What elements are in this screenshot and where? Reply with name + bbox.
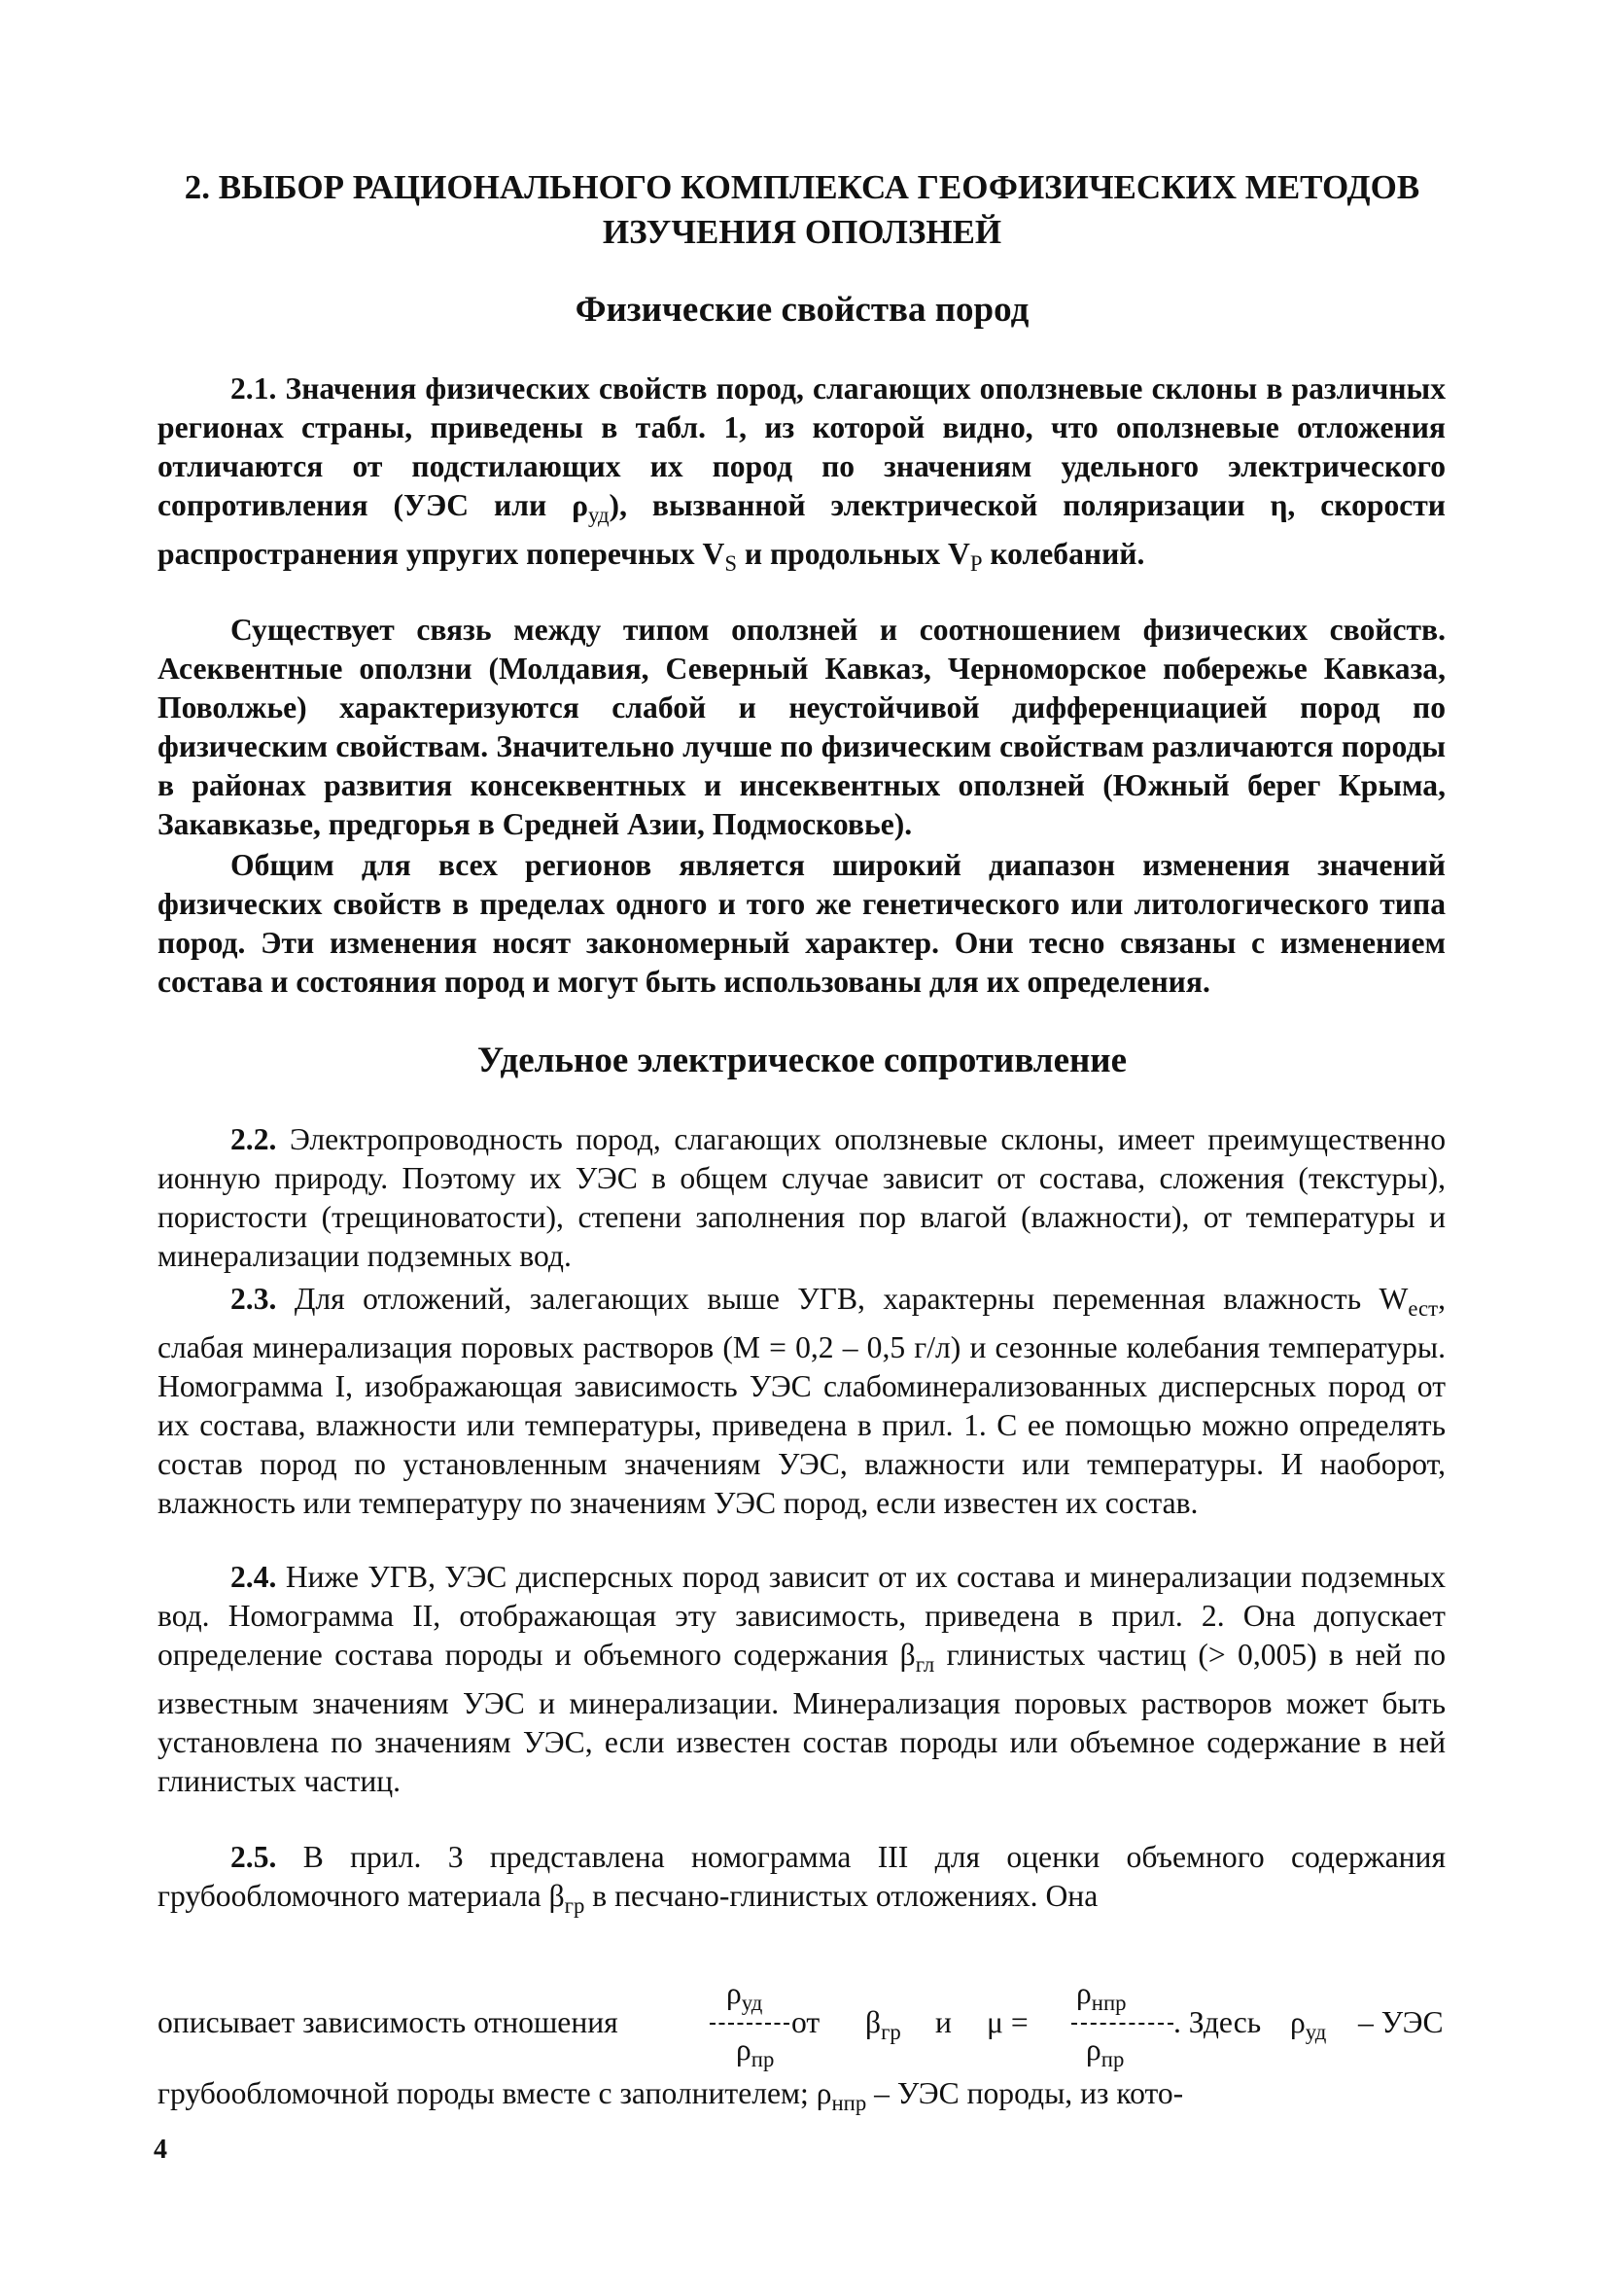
rho-symbol: ρ xyxy=(736,2032,751,2066)
paragraph-number: 2.2. xyxy=(230,1122,277,1156)
formula-from-text: от xyxy=(791,2005,821,2039)
paragraph-text: глинистых частиц (> 0,005) в ней по известным значениям УЭС и минерализации. Минерализация поровых растворов может быть установлена по значениям УЭС, если известен состав породы или объемное содержание в ней глинистых частиц. xyxy=(157,1638,1446,1798)
chapter-title xyxy=(146,165,1458,255)
paragraph-2-2 xyxy=(157,1120,1446,1276)
subscript: ест xyxy=(1408,1295,1439,1321)
subscript: уд xyxy=(741,1990,763,2015)
fraction1-numerator xyxy=(726,1976,762,2016)
formula-rho xyxy=(1290,2005,1326,2045)
fraction2-bar xyxy=(1071,2023,1173,2025)
formula-line xyxy=(157,1976,1446,2073)
paragraph-2-5-continued xyxy=(157,2074,1446,2123)
paragraph-2-4 xyxy=(157,1558,1446,1801)
paragraph-2-3 xyxy=(157,1280,1446,1523)
fraction1-denominator xyxy=(736,2032,774,2072)
subscript: пр xyxy=(1100,2046,1125,2071)
paragraph-text: , слабая минерализация поровых растворов (М = 0,2 – 0,5 г/л) и сезонные колебания температуры. Номограмма I, изображающая зависимость УЭС слабоминерализованных дисперсных пород от их состава, влажности или температуры, приведена в прил. 1. С ее помощью можно определять состав пород по установленным значениям УЭС, влажности или температуры. И наоборот, влажность или температуру по значениям УЭС пород, если известен их состав. xyxy=(157,1282,1446,1520)
paragraph-text: – УЭС породы, из кото- xyxy=(874,2076,1184,2110)
paragraph-text: В прил. 3 представлена номограмма III для оценки объемного содержания грубообломочного материала β xyxy=(157,1840,1446,1913)
formula-and-text: и xyxy=(935,2005,952,2039)
section-title-resistivity: Удельное электрическое сопротивление xyxy=(476,1041,1128,1080)
formula-lead-text: описывает зависимость отношения xyxy=(157,2005,618,2039)
beta-symbol: β xyxy=(865,2005,882,2039)
paragraph-number: 2.4. xyxy=(230,1560,277,1594)
fraction2-numerator xyxy=(1076,1976,1127,2016)
chapter-title-line1: 2. ВЫБОР РАЦИОНАЛЬНОГО КОМПЛЕКСА ГЕОФИЗИЧЕСКИХ МЕТОДОВ xyxy=(184,168,1420,206)
paragraph-2-1 xyxy=(157,370,1446,583)
subscript: уд xyxy=(588,502,610,527)
rho-symbol: ρ xyxy=(1086,2032,1101,2066)
paragraph-text: ), вызванной электрической поляризации η, скорости распространения упругих поперечных V xyxy=(157,488,1446,571)
paragraph-number: 2.3. xyxy=(230,1282,277,1316)
formula-beta xyxy=(865,2005,901,2045)
page-number: 4 xyxy=(154,2135,167,2165)
formula-tail-text: . Здесь xyxy=(1173,2005,1262,2039)
paragraph-relation: Существует связь между типом оползней и соотношением физических свойств. Асеквентные оползни (Молдавия, Северный Кавказ, Черноморское побережье Кавказа, Поволжье) характеризуются слабой и неустойчивой дифференциацией пород по физическим свойствам. Значительно лучше по физическим свойствам различаются породы в районах развития консеквентных и инсеквентных оползней (Южный берег Крыма, Закавказье, предгорья в Средней Азии, Подмосковье). xyxy=(157,613,1446,841)
paragraph-text: в песчано-глинистых отложениях. Она xyxy=(584,1879,1099,1913)
rho-symbol: ρ xyxy=(726,1976,742,2010)
paragraph-text: колебаний. xyxy=(982,536,1145,571)
formula-tail-text: – УЭС xyxy=(1358,2005,1444,2039)
paragraph-number: 2.5. xyxy=(230,1840,277,1874)
paragraph-common: Общим для всех регионов является широкий диапазон изменения значений физических свойств в пределах одного и того же генетического или литологического типа пород. Эти изменения носят закономерный характер. Они тесно связаны с изменением состава и состояния пород и могут быть использованы для их определения. xyxy=(157,848,1446,999)
paragraph-text: Для отложений, залегающих выше УГВ, характерны переменная влажность W xyxy=(276,1282,1409,1316)
subscript: пр xyxy=(751,2046,775,2071)
paragraph-number: 2.1. xyxy=(230,371,277,406)
subscript: уд xyxy=(1305,2019,1327,2044)
paragraph-text: грубообломочной породы вместе с заполнителем; xyxy=(157,2076,809,2110)
paragraph-text: Ниже УГВ, УЭС дисперсных пород зависит от их состава и минерализации подземных вод. Номограмма II, отображающая эту зависимость, приведена в прил. 2. Она допускает определение состава породы и объемного содержания β xyxy=(157,1560,1446,1672)
subscript: гр xyxy=(564,1892,585,1918)
chapter-title-line2: ИЗУЧЕНИЯ ОПОЛЗНЕЙ xyxy=(602,213,1002,251)
formula-mu: μ = xyxy=(987,2005,1029,2039)
subscript: S xyxy=(724,550,737,576)
subscript: нпр xyxy=(831,2090,867,2115)
fraction1-bar xyxy=(710,2023,789,2025)
subscript: гл xyxy=(915,1651,935,1677)
subscript: P xyxy=(969,550,983,576)
paragraph-2-5 xyxy=(157,1838,1446,1925)
paragraph-text: Значения физических свойств пород, слагающих оползневые склоны в различных регионах страны, приведены в табл. 1, из которой видно, что оползневые отложения отличаются от подстилающих их пород по значениям удельного электрического сопротивления (УЭС или ρ xyxy=(157,371,1447,522)
paragraph-text: и продольных V xyxy=(736,536,970,571)
rho-symbol: ρ xyxy=(816,2076,832,2110)
section-title-physical-properties: Физические свойства пород xyxy=(575,290,1030,330)
paragraph-text: Электропроводность пород, слагающих оползневые склоны, имеет преимущественно ионную природу. Поэтому их УЭС в общем случае зависит от состава, сложения (текстуры), пористости (трещиноватости), степени заполнения пор влагой (влажности), от температуры и минерализации подземных вод. xyxy=(157,1122,1446,1273)
subscript: нпр xyxy=(1091,1990,1127,2015)
rho-symbol: ρ xyxy=(1290,2005,1306,2039)
rho-symbol: ρ xyxy=(1076,1976,1092,2010)
subscript: гр xyxy=(881,2019,901,2044)
fraction2-denominator xyxy=(1086,2032,1124,2072)
